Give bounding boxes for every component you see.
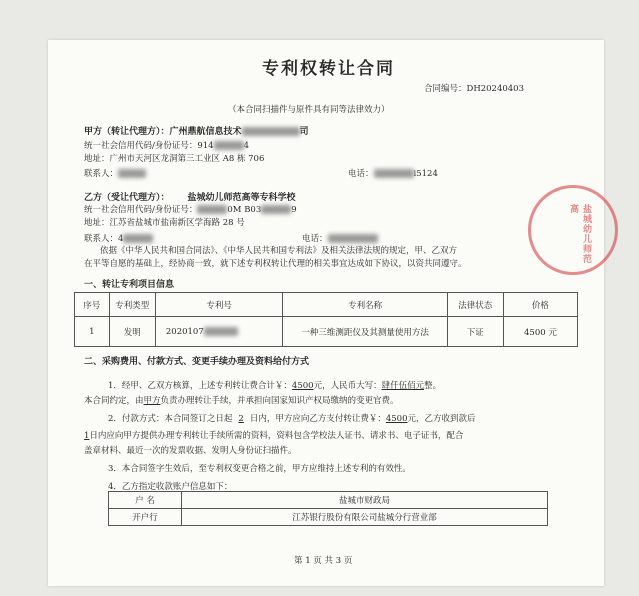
clause-2-days: 2	[238, 414, 244, 424]
clause-2-line-2-text: 日内应向甲方提供办理专利转让手续所需的资料，资料包含学校法人证书、请求书、电子证书，配合	[89, 431, 464, 441]
header-no: 序号	[75, 293, 110, 317]
party-b-credit-tail: 9	[291, 205, 297, 215]
party-b-phone	[302, 232, 378, 244]
party-b-phone-label: 电话：	[302, 234, 328, 244]
patent-number-text: 2020107	[165, 326, 204, 337]
cell-price: 4500 元	[503, 317, 577, 347]
clause-1-line-2-a: 本合同约定，由	[84, 396, 144, 406]
patent-table-header	[75, 293, 578, 317]
intro-line-1: 依据《中华人民共和国合同法》、《中华人民共和国专利法》及相关法律法规的规定，甲、乙双方	[100, 246, 458, 256]
party-b-credit-mid: 0M B03	[227, 205, 262, 215]
party-b-label-text: 乙方（受让代理方）：	[84, 193, 170, 203]
party-b-credit-text: 统一社会信用代码/身份证号：	[84, 205, 198, 215]
clause-1-line-2-b: 负责办理转让手续，并承担向国家知识产权局缴纳的变更官费。	[160, 396, 399, 406]
account-name-label: 户 名	[109, 492, 182, 509]
header-type: 专利类型	[109, 293, 155, 317]
redaction	[123, 234, 153, 243]
clause-1-text-c: 整。	[424, 381, 442, 391]
page-footer: 第 1 页 共 3 页	[294, 556, 353, 566]
party-a-contact	[84, 167, 146, 179]
clause-2-amount: 4500	[385, 414, 408, 424]
clause-1	[108, 379, 441, 391]
clause-1-text-b: 元，人民币大写：	[313, 381, 382, 391]
document-title: 专利权转让合同	[262, 59, 395, 79]
party-b-contact	[84, 232, 153, 244]
cell-name: 一种三维测距仪及其测量使用方法	[283, 317, 447, 347]
clause-2-line-2	[84, 429, 463, 441]
party-a-phone-tail: i5124	[413, 169, 438, 179]
party-b-name: 盐城幼儿师范高等专科学校	[187, 193, 296, 203]
party-a-label	[84, 124, 309, 137]
redaction	[242, 127, 300, 136]
intro-line-2: 在平等自愿的基础上，经协商一致，就下述专利权转让代理的相关事宜达成如下协议，以资共同遵守。	[84, 259, 467, 269]
party-a-phone-label: 电话：	[348, 169, 374, 179]
header-status: 法律状态	[447, 293, 503, 317]
clause-2-text-b: 日内，甲方应向乙方支付转让费￥：	[249, 414, 386, 424]
redaction	[328, 234, 378, 243]
party-b-credit	[84, 203, 297, 215]
party-b-contact-label: 联系人：	[84, 234, 119, 244]
redaction	[261, 205, 291, 214]
party-a-credit-text: 统一社会信用代码/身份证号：914	[84, 141, 214, 151]
cell-no: 1	[75, 317, 110, 347]
table-row	[109, 492, 548, 509]
red-seal-stamp	[528, 185, 618, 275]
party-b-address: 地址：江苏省盐城市盐南新区学海路 28 号	[84, 218, 245, 228]
party-a-contact-label: 联系人：	[84, 169, 119, 179]
header-number: 专利号	[155, 293, 283, 317]
account-table	[108, 491, 548, 526]
clause-1-line-2	[84, 394, 399, 406]
clause-1-amount: 4500	[291, 381, 314, 391]
clause-3: 3．本合同签字生效后，至专利权变更合格之前，甲方应维持上述专利的有效性。	[108, 464, 411, 474]
party-a-name: 甲方（转让代理方）：广州鼎航信息技术	[84, 127, 242, 137]
redaction	[197, 205, 227, 214]
clause-2-text-a: 2．付款方式：本合同签订之日起	[108, 414, 233, 424]
cell-number	[155, 317, 283, 347]
clause-1-upper-amount: 肆仟伍佰元	[381, 381, 425, 391]
header-price: 价格	[503, 293, 577, 317]
redaction	[118, 169, 146, 178]
legal-note: （本合同扫描件与原件具有同等法律效力）	[228, 105, 390, 115]
party-a-credit-tail: 4	[243, 141, 250, 151]
party-a-credit	[84, 139, 249, 151]
redaction	[214, 141, 244, 150]
patent-table	[74, 292, 578, 347]
clause-2-text-c: 元，乙方收到款后	[407, 414, 476, 424]
cell-type: 发明	[109, 317, 155, 347]
document-page	[48, 40, 604, 586]
section-1-heading: 一、转让专利项目信息	[84, 280, 175, 290]
table-row	[75, 317, 578, 347]
clause-2-line-2-days: 1	[84, 431, 90, 441]
party-a-name-tail: 司	[299, 127, 309, 137]
redaction	[204, 327, 238, 336]
clause-4: 4．乙方指定收款账户信息如下：	[108, 482, 233, 492]
stamp-text: 盐城幼儿师范高	[568, 204, 591, 264]
section-2-heading: 二、采购费用、付款方式、变更手续办理及资料给付方式	[84, 357, 310, 367]
party-b-contact-tail: 4	[118, 234, 124, 244]
redaction	[374, 169, 414, 178]
account-bank-label: 开户行	[109, 509, 182, 526]
account-bank-value: 江苏银行股份有限公司盐城分行营业部	[182, 509, 548, 526]
clause-2-line-3: 盖章材料、最近一次的发票收据、发明人身份证扫描件。	[84, 446, 297, 456]
account-name-value: 盐城市财政局	[182, 492, 548, 509]
clause-2	[108, 412, 476, 424]
party-a-address: 地址：广州市天河区龙洞第三工业区 A8 栋 706	[84, 154, 265, 164]
contract-number: 合同编号：DH20240403	[424, 84, 524, 94]
table-row	[109, 509, 548, 526]
header-name: 专利名称	[283, 293, 447, 317]
party-a-phone	[348, 167, 438, 179]
clause-1-text-a: 1．经甲、乙双方核算，上述专利转让费合计￥：	[108, 381, 292, 391]
clause-1-party: 甲方	[143, 396, 161, 406]
cell-status: 下证	[447, 317, 503, 347]
party-b-label	[84, 190, 296, 203]
